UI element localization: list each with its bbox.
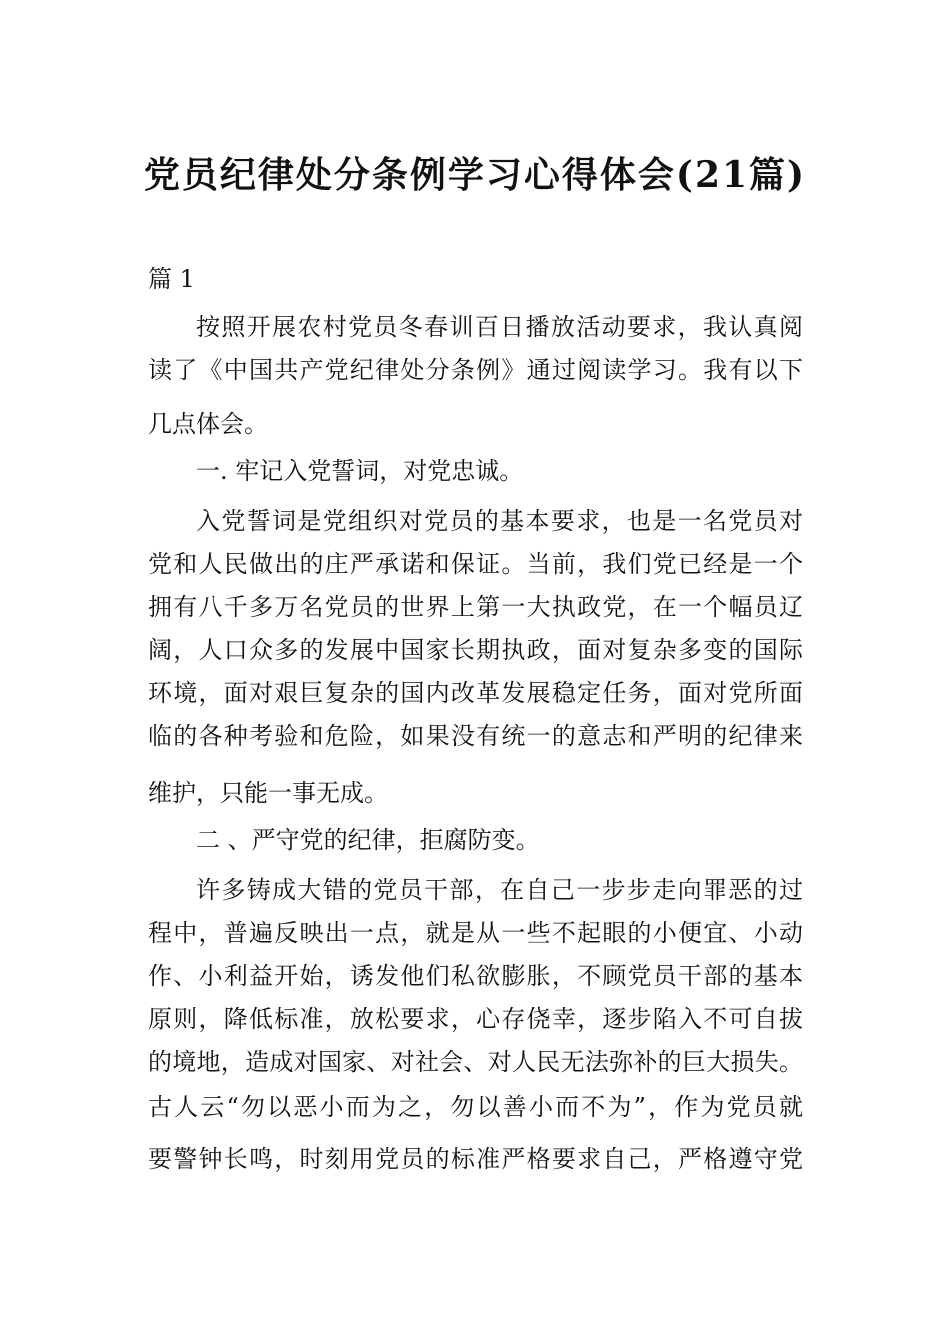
paragraph-line: 阔，人口众多的发展中国家长期执政，面对复杂多变的国际 [148, 636, 803, 664]
section-heading-1: 篇 1 [148, 265, 195, 293]
paragraph-line: 维护，只能一事无成。 [148, 779, 388, 807]
paragraph-line: 临的各种考验和危险，如果没有统一的意志和严明的纪律来 [148, 722, 803, 750]
paragraph-line: 环境，面对艰巨复杂的国内改革发展稳定任务，面对党所面 [148, 679, 803, 707]
document-title: 党员纪律处分条例学习心得体会(21篇) [143, 154, 807, 196]
paragraph-line: 党和人民做出的庄严承诺和保证。当前，我们党已经是一个 [148, 550, 803, 578]
paragraph-line: 的境地，造成对国家、对社会、对人民无法弥补的巨大损失。 [148, 1048, 803, 1076]
paragraph-line: 作、小利益开始，诱发他们私欲膨胀，不顾党员干部的基本 [148, 962, 803, 990]
paragraph-line: 按照开展农村党员冬春训百日播放活动要求，我认真阅 [196, 313, 803, 341]
subheading-line: 二 、严守党的纪律，拒腐防变。 [196, 826, 540, 854]
paragraph-line: 几点体会。 [148, 410, 268, 438]
paragraph-line: 要警钟长鸣，时刻用党员的标准严格要求自己，严格遵守党 [148, 1145, 803, 1173]
paragraph-line: 古人云“勿以恶小而为之，勿以善小而不为”，作为党员就 [148, 1093, 803, 1121]
subheading-line: 一. 牢记入党誓词，对党忠诚。 [196, 457, 524, 485]
paragraph-line: 读了《中国共产党纪律处分条例》通过阅读学习。我有以下 [148, 356, 803, 384]
paragraph-line: 拥有八千多万名党员的世界上第一大执政党，在一个幅员辽 [148, 593, 803, 621]
paragraph-line: 许多铸成大错的党员干部，在自己一步步走向罪恶的过 [196, 876, 803, 904]
paragraph-line: 程中，普遍反映出一点，就是从一些不起眼的小便宜、小动 [148, 919, 803, 947]
paragraph-line: 入党誓词是党组织对党员的基本要求，也是一名党员对 [196, 507, 803, 535]
paragraph-line: 原则，降低标准，放松要求，心存侥幸，逐步陷入不可自拔 [148, 1005, 803, 1033]
